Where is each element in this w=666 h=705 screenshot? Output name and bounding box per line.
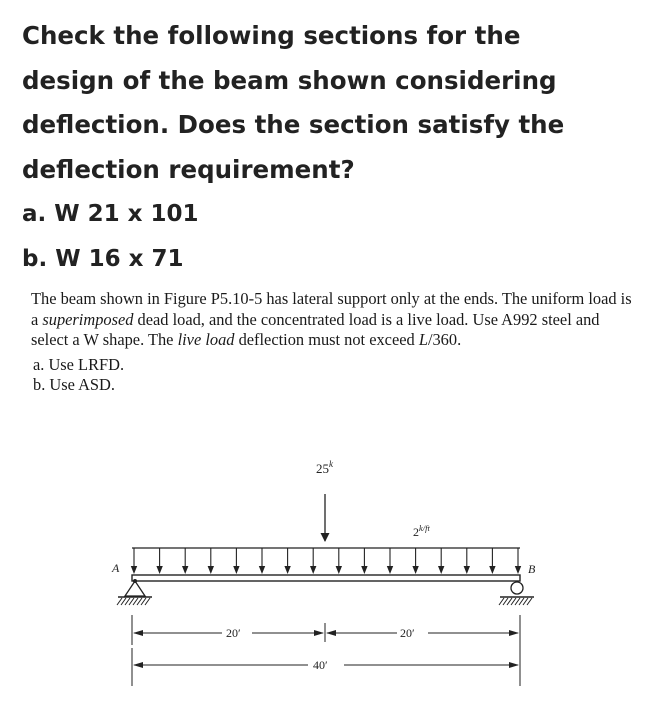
distributed-load-label: $2^{k/ft}$ (413, 523, 430, 539)
ground-hatch-b (499, 598, 532, 605)
dim-arrow (326, 630, 336, 636)
dim-right-label: 20′ (400, 626, 415, 640)
dim-left-label: 20′ (226, 626, 241, 640)
udl-arrow-head (515, 566, 521, 574)
problem-em-superimposed: superimposed (42, 309, 134, 329)
option-a: a. W 21 x 101 (22, 201, 199, 227)
udl-arrow-head (233, 566, 239, 574)
roller-support-b (511, 582, 523, 594)
udl-arrow-head (310, 566, 316, 574)
question-line-4: deflection requirement? (22, 154, 355, 184)
udl-arrow-head (464, 566, 470, 574)
question-line-2: design of the beam shown considering (22, 65, 557, 95)
problem-text-1: The beam shown in Figure P5.10-5 has lateral support only at the ends. The uniform load is a (31, 289, 632, 329)
problem-em-live-load: live load (177, 330, 235, 349)
dim-total-label: 40′ (313, 658, 328, 672)
udl-arrow-head (284, 566, 290, 574)
dim-arrow (133, 630, 143, 636)
sub-item-a: a. Use LRFD. (33, 354, 125, 374)
problem-text-3: deflection must not exceed (234, 330, 419, 349)
beam-figure (0, 440, 666, 700)
support-label-a: A (112, 561, 120, 575)
pin-support-a-hinge (133, 579, 137, 583)
problem-em-l: L (418, 330, 428, 349)
udl-arrow-head (259, 566, 265, 574)
udl-arrow-head (182, 566, 188, 574)
udl-arrow-head (361, 566, 367, 574)
support-label-b: B (528, 562, 536, 576)
dim-arrow (509, 630, 519, 636)
beam (132, 575, 520, 581)
udl-arrow-head (131, 566, 137, 574)
beam-diagram-svg (0, 440, 666, 700)
question-line-1: Check the following sections for the (22, 21, 521, 50)
problem-paragraph (31, 289, 637, 351)
udl-arrow-head (489, 566, 495, 574)
sub-item-b: b. Use ASD. (33, 375, 115, 394)
point-load-label: 25$^k$ (316, 459, 333, 476)
udl-arrow-head (336, 566, 342, 574)
distributed-load-arrows (131, 548, 521, 574)
question-block (22, 14, 642, 281)
point-load-arrow-head (321, 533, 330, 542)
udl-arrow-head (156, 566, 162, 574)
udl-arrow-head (208, 566, 214, 574)
pin-support-a (125, 581, 145, 596)
question-line-3: deflection. Does the section satisfy the (22, 110, 565, 139)
ground-hatch-a (117, 598, 150, 605)
udl-arrow-head (412, 566, 418, 574)
option-b: b. W 16 x 71 (22, 245, 184, 272)
problem-statement (31, 289, 637, 396)
dim-arrow (509, 662, 519, 668)
dim-arrow (133, 662, 143, 668)
udl-arrow-head (438, 566, 444, 574)
problem-text-4: /360. (427, 330, 462, 349)
udl-arrow-head (387, 566, 393, 574)
dim-arrow (314, 630, 324, 636)
problem-text-2: dead load, and the concentrated load is a live load. Use A992 steel and select a W shape. The (31, 309, 600, 349)
